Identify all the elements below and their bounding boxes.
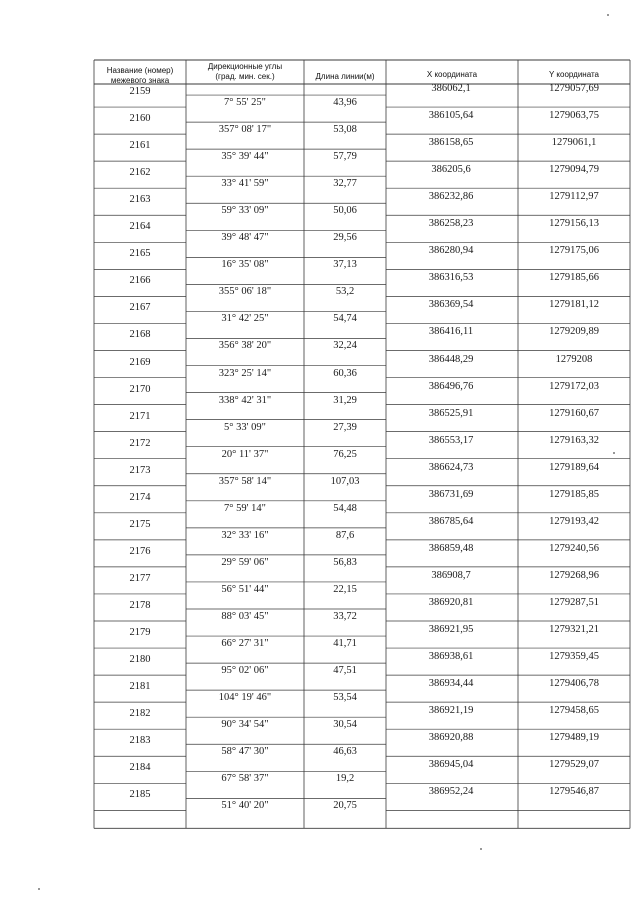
point-name: 2159: [129, 86, 151, 97]
point-name: 2160: [129, 113, 151, 125]
point-x-coordinate: 386416,11: [428, 326, 474, 338]
point-x-coordinate: 386448,29: [428, 353, 474, 365]
point-y-coordinate: 1279185,85: [549, 488, 599, 500]
point-name: 2178: [129, 599, 151, 611]
point-x-coordinate: 386920,88: [428, 732, 474, 744]
line-length: 27,39: [333, 421, 357, 433]
direction-angle: 357° 58' 14": [218, 475, 272, 487]
point-y-coordinate: 1279529,07: [549, 759, 599, 771]
point-x-coordinate: 386908,7: [431, 569, 471, 581]
point-x-coordinate: 386105,64: [428, 110, 474, 122]
direction-angle: 7° 55' 25": [224, 97, 266, 108]
direction-angle: 56° 51' 44": [221, 583, 269, 595]
direction-angle: 35° 39' 44": [221, 151, 269, 163]
point-x-coordinate: 386369,54: [428, 299, 474, 311]
point-x-coordinate: 386624,73: [428, 461, 474, 473]
point-x-coordinate: 386232,86: [428, 191, 474, 203]
point-name: 2172: [129, 437, 151, 449]
direction-angle: 51° 40' 20": [221, 800, 269, 812]
point-x-coordinate: 386785,64: [428, 515, 474, 527]
direction-angle: 5° 33' 09": [224, 421, 266, 433]
direction-angle: 58° 47' 30": [221, 746, 269, 758]
point-y-coordinate: 1279175,06: [549, 245, 599, 257]
line-length: 47,51: [333, 665, 357, 677]
header-y: Y координата: [548, 70, 600, 79]
point-y-coordinate: 1279359,45: [549, 651, 599, 663]
point-y-coordinate: 1279061,1: [551, 137, 597, 149]
point-y-coordinate: 1279406,78: [549, 678, 599, 690]
point-y-coordinate: 1279287,51: [549, 596, 599, 608]
point-name: 2161: [129, 140, 151, 152]
header-name-line2: межевого знака: [110, 76, 170, 85]
point-y-coordinate: 1279208: [555, 353, 593, 365]
scan-speck: [38, 888, 40, 890]
point-x-coordinate: 386859,48: [428, 542, 474, 554]
point-name: 2171: [129, 410, 151, 422]
scan-speck: [480, 848, 482, 850]
point-x-coordinate: 386938,61: [428, 651, 474, 663]
line-length: 41,71: [333, 638, 357, 649]
direction-angle: 39° 48' 47": [221, 232, 269, 244]
point-name: 2184: [129, 762, 151, 774]
line-length: 20,75: [333, 800, 357, 812]
line-length: 107,03: [330, 475, 360, 487]
point-name: 2162: [129, 167, 151, 179]
point-x-coordinate: 386945,04: [428, 759, 474, 771]
point-x-coordinate: 386205,6: [431, 164, 471, 176]
direction-angle: 29° 59' 06": [221, 556, 269, 568]
line-length: 76,25: [333, 448, 357, 460]
line-length: 43,96: [333, 97, 357, 108]
line-length: 22,15: [333, 583, 357, 595]
point-y-coordinate: 1279458,65: [549, 705, 599, 717]
point-name: 2179: [129, 627, 151, 638]
point-x-coordinate: 386280,94: [428, 245, 474, 257]
line-length: 53,08: [333, 124, 357, 136]
line-length: 29,56: [333, 232, 357, 244]
point-x-coordinate: 386952,24: [428, 786, 474, 798]
direction-angle: 356° 38' 20": [218, 340, 272, 352]
point-y-coordinate: 1279181,12: [549, 299, 599, 311]
line-length: 32,24: [333, 340, 357, 352]
point-name: 2175: [129, 518, 151, 530]
point-y-coordinate: 1279185,66: [549, 272, 599, 284]
point-y-coordinate: 1279209,89: [549, 326, 599, 338]
line-length: 33,72: [333, 610, 357, 622]
point-y-coordinate: 1279156,13: [549, 218, 599, 230]
point-x-coordinate: 386553,17: [428, 434, 474, 446]
direction-angle: 90° 34' 54": [221, 719, 269, 731]
scan-speck: [607, 14, 609, 16]
direction-angle: 338° 42' 31": [218, 394, 272, 406]
line-length: 32,77: [333, 178, 357, 190]
direction-angle: 67° 58' 37": [221, 773, 269, 785]
direction-angle: 95° 02' 06": [221, 665, 269, 677]
point-y-coordinate: 1279321,21: [549, 624, 599, 635]
point-x-coordinate: 386316,53: [428, 272, 474, 284]
line-length: 46,63: [333, 746, 357, 758]
point-y-coordinate: 1279193,42: [549, 515, 599, 527]
header-name: [94, 66, 186, 86]
direction-angle: 16° 35' 08": [221, 259, 269, 271]
point-y-coordinate: 1279489,19: [549, 732, 599, 744]
header-length: Длина линии(м): [315, 72, 375, 81]
point-x-coordinate: 386258,23: [428, 218, 474, 230]
point-name: 2173: [129, 464, 151, 476]
header-name-line1: Название (номер): [106, 66, 174, 75]
point-x-coordinate: 386731,69: [428, 488, 474, 500]
point-name: 2174: [129, 491, 151, 503]
line-length: 37,13: [333, 259, 357, 271]
point-x-coordinate: 386921,19: [428, 705, 474, 717]
header-x: X координата: [426, 70, 478, 79]
point-name: 2185: [129, 789, 151, 801]
point-y-coordinate: 1279163,32: [549, 434, 599, 446]
direction-angle: 7° 59' 14": [224, 502, 266, 514]
point-x-coordinate: 386062,1: [431, 83, 471, 94]
line-length: 50,06: [333, 205, 357, 217]
direction-angle: 59° 33' 09": [221, 205, 269, 217]
point-x-coordinate: 386920,81: [428, 596, 474, 608]
point-name: 2166: [129, 275, 151, 287]
point-name: 2167: [129, 302, 151, 314]
point-y-coordinate: 1279057,69: [549, 83, 599, 94]
direction-angle: 32° 33' 16": [221, 529, 269, 541]
point-name: 2177: [129, 572, 151, 584]
point-name: 2170: [129, 383, 151, 395]
point-x-coordinate: 386921,95: [428, 624, 474, 635]
point-y-coordinate: 1279546,87: [549, 786, 599, 798]
point-name: 2164: [129, 221, 151, 233]
line-length: 54,74: [333, 313, 357, 325]
point-name: 2183: [129, 735, 151, 747]
line-length: 31,29: [333, 394, 357, 406]
direction-angle: 33° 41' 59": [221, 178, 269, 190]
direction-angle: 104° 19' 46": [218, 692, 272, 704]
header-angle-line2: (град. мин. сек.): [215, 72, 275, 81]
point-name: 2163: [129, 194, 151, 206]
point-y-coordinate: 1279189,64: [549, 461, 599, 473]
line-length: 30,54: [333, 719, 357, 731]
direction-angle: 20° 11' 37": [221, 448, 269, 460]
line-length: 54,48: [333, 502, 357, 514]
point-name: 2176: [129, 545, 151, 557]
direction-angle: 357° 08' 17": [218, 124, 272, 136]
point-name: 2182: [129, 708, 151, 720]
point-name: 2165: [129, 248, 151, 260]
direction-angle: 31° 42' 25": [221, 313, 269, 325]
direction-angle: 88° 03' 45": [221, 610, 269, 622]
line-length: 57,79: [333, 151, 357, 163]
point-y-coordinate: 1279094,79: [549, 164, 599, 176]
direction-angle: 323° 25' 14": [218, 367, 272, 379]
point-x-coordinate: 386934,44: [428, 678, 474, 690]
scan-speck: [613, 452, 615, 454]
point-y-coordinate: 1279240,56: [549, 542, 599, 554]
point-y-coordinate: 1279063,75: [549, 110, 599, 122]
direction-angle: 66° 27' 31": [221, 638, 269, 649]
line-length: 53,54: [333, 692, 357, 704]
header-angle-line1: Дирекционные углы: [207, 62, 283, 71]
point-x-coordinate: 386496,76: [428, 380, 474, 392]
point-x-coordinate: 386158,65: [428, 137, 474, 149]
point-name: 2181: [129, 681, 151, 693]
line-length: 87,6: [335, 529, 355, 541]
line-length: 60,36: [333, 367, 357, 379]
point-y-coordinate: 1279268,96: [549, 569, 599, 581]
line-length: 19,2: [335, 773, 355, 785]
point-y-coordinate: 1279112,97: [549, 191, 599, 203]
point-y-coordinate: 1279160,67: [549, 407, 599, 419]
direction-angle: 355° 06' 18": [218, 286, 272, 298]
point-name: 2169: [129, 356, 151, 368]
point-name: 2180: [129, 654, 151, 666]
point-y-coordinate: 1279172,03: [549, 380, 599, 392]
line-length: 56,83: [333, 556, 357, 568]
point-x-coordinate: 386525,91: [428, 407, 474, 419]
line-length: 53,2: [335, 286, 355, 298]
point-name: 2168: [129, 329, 151, 341]
header-angle: [186, 62, 304, 82]
